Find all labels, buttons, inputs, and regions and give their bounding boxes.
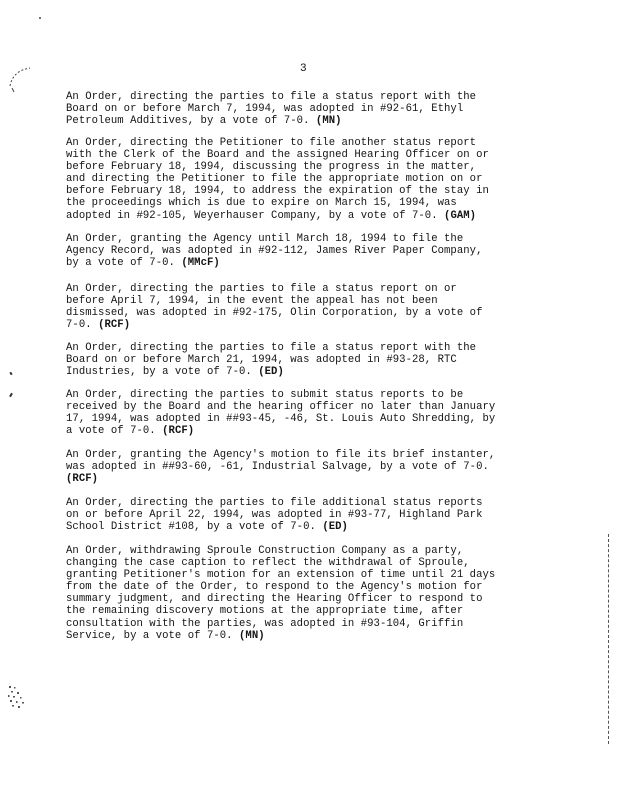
order-entry: [66, 137, 542, 222]
order-entry: [66, 233, 542, 269]
page-number: 3: [300, 63, 307, 75]
scan-right-edge-line: [608, 534, 609, 744]
order-entry: [66, 389, 542, 437]
order-entry: [66, 91, 542, 127]
board-member-initials: (MMcF): [181, 257, 220, 270]
scan-margin-tick: [9, 393, 13, 397]
scan-margin-tick: [9, 372, 12, 376]
order-text: An Order, granting the Agency until March 18, 1994 to file the Agency Record, was adopted in #92-112, James River Paper Company, by a vote of 7-0.: [66, 233, 483, 270]
order-entry: [66, 497, 542, 533]
order-text: An Order, directing the parties to file a status report on or before April 7, 1994, in the event the appeal has not been dismissed, was adopted in #92-175, Olin Corporation, by a vote of 7-0.: [66, 283, 483, 332]
scan-corner-mark: [6, 60, 46, 100]
board-member-initials: (MN): [315, 115, 342, 128]
board-member-initials: (GAM): [444, 209, 477, 222]
board-member-initials: (MN): [239, 629, 265, 642]
board-member-initials: (ED): [322, 521, 348, 534]
order-text: An Order, directing the Petitioner to file another status report with the Clerk of the Board and the assigned Hearing Officer on or before February 18, 1994, discussing the progress in the matter, and directing the Petitioner to file the appropriate motion on or before February 18, 1994, to address the expiration of the stay in the proceedings which is due to expire on March 15, 1994, was adopted in #92-105, Weyerhauser Company, by a vote of 7-0.: [66, 137, 489, 222]
order-text: An Order, directing the parties to submit status reports to be received by the Board and the hearing officer no later than January 17, 1994, was adopted in ##93-45, -46, St. Louis Auto Shredding, by a vote of 7-0.: [66, 389, 496, 438]
board-member-initials: (ED): [258, 366, 284, 379]
order-text: An Order, directing the parties to file a status report with the Board on or before March 21, 1994, was adopted in #93-28, RTC Industries, by a vote of 7-0.: [66, 342, 477, 379]
order-entry: [66, 283, 542, 331]
board-member-initials: (RCF): [162, 425, 195, 438]
order-text: An Order, granting the Agency's motion to file its brief instanter, was adopted in ##93-60, -61, Industrial Salvage, by a vote of 7-0.: [66, 449, 496, 474]
board-member-initials: (RCF): [98, 319, 131, 332]
order-entry: [66, 449, 542, 485]
scan-noise-blot: [6, 684, 28, 710]
board-member-initials: (RCF): [66, 473, 99, 486]
order-text: An Order, directing the parties to file a status report with the Board on or before March 7, 1994, was adopted in #92-61, Ethyl Petroleum Additives, by a vote of 7-0.: [66, 91, 477, 128]
order-entry: [66, 342, 542, 378]
order-text: An Order, directing the parties to file additional status reports on or before April 22, 1994, was adopted in #93-77, Highland Park School District #108, by a vote of 7-0.: [66, 497, 483, 534]
scan-speck: [39, 17, 41, 19]
order-entry: [66, 545, 542, 642]
order-text: An Order, withdrawing Sproule Construction Company as a party, changing the case caption to reflect the withdrawal of Sproule, granting Petitioner's motion for an extension of time until 21 days from the date of the Order, to respond to the Agency's motion for summary judgment, and directing the Hearing Officer to respond to the remaining discovery motions at the appropriate time, after consultation with the parties, was adopted in #93-104, Griffin Service, by a vote of 7-0.: [66, 545, 496, 642]
